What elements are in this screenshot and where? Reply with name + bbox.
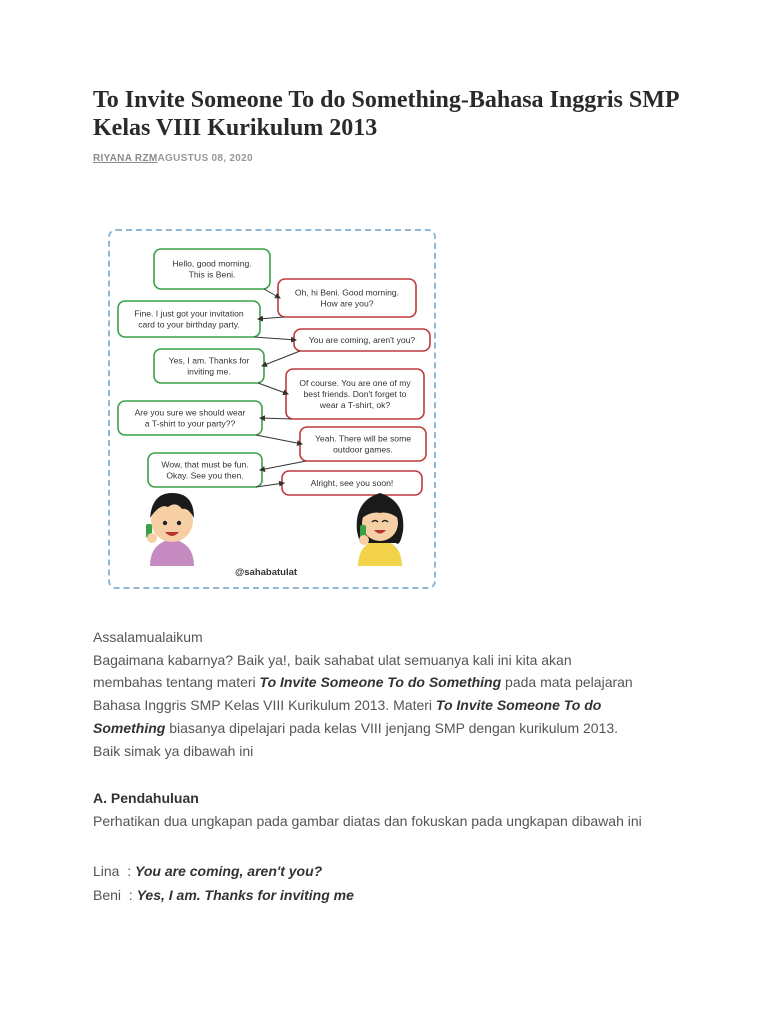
- intro-line-5: Baik simak ya dibawah ini: [93, 742, 254, 759]
- bubble-text: best friends. Don't forget to: [303, 389, 407, 399]
- flow-arrow: [258, 383, 288, 394]
- flow-arrow: [260, 461, 306, 470]
- flow-arrow: [262, 351, 300, 366]
- speech-bubble: [118, 401, 262, 435]
- bubble-text: This is Beni.: [188, 269, 236, 280]
- dialog-illustration: [108, 229, 436, 589]
- dialog-excerpt: [93, 859, 354, 907]
- bubble-text: Yeah. There will be some: [314, 433, 412, 444]
- post-meta: [93, 153, 253, 164]
- dialog-illustration-svg: [110, 231, 434, 587]
- bubble-text: Oh, hi Beni. Good morning.: [294, 287, 400, 298]
- author-link[interactable]: RIYANA RZM: [93, 153, 158, 164]
- bubble-text: Wow, that must be fun.: [161, 459, 249, 470]
- section-text: Perhatikan dua ungkapan pada gambar diatas dan fokuskan pada ungkapan dibawah ini: [93, 813, 642, 829]
- bubble-text: How are you?: [320, 298, 374, 309]
- flow-arrow: [256, 435, 302, 444]
- bubble-text: Are you sure we should wear: [134, 407, 246, 418]
- flow-arrow: [254, 337, 296, 340]
- bubble-text: outdoor games.: [333, 444, 393, 455]
- bubble-text: Yes, I am. Thanks for: [168, 355, 250, 366]
- dialog-line: Lina : You are coming, aren't you?: [93, 863, 323, 879]
- bubble-text: Hello, good morning.: [172, 258, 252, 269]
- bubble-text: inviting me.: [187, 366, 231, 377]
- intro-line-1: Bagaimana kabarnya? Baik ya!, baik sahabat ulat semuanya kali ini kita akan: [93, 651, 572, 668]
- bubble-text: Okay. See you then.: [166, 470, 244, 481]
- bubble-text: You are coming, aren't you?: [308, 335, 416, 345]
- bubble-text: Fine. I just got your invitation: [134, 308, 244, 319]
- greeting: Assalamualaikum: [93, 629, 203, 645]
- image-credit: @sahabatulat: [235, 567, 298, 578]
- speech-bubble: [154, 249, 270, 289]
- girl-character-icon: [357, 493, 404, 566]
- intro-text: [93, 626, 693, 762]
- article-title: To Invite Someone To do Something-Bahasa Inggris SMP Kelas VIII Kurikulum 2013: [93, 87, 679, 141]
- speech-bubble: [282, 471, 422, 495]
- intro-line-2: membahas tentang materi To Invite Someone To do Something pada mata pelajaran: [93, 674, 633, 691]
- bubble-text: Alright, see you soon!: [310, 478, 394, 488]
- speech-bubble: [300, 427, 426, 461]
- intro-line-4: Something biasanya dipelajari pada kelas VIII jenjang SMP dengan kurikulum 2013.: [93, 719, 619, 736]
- bubble-text: a T-shirt to your party??: [144, 418, 236, 429]
- flow-arrow: [258, 317, 284, 319]
- speech-bubble: [278, 279, 416, 317]
- speech-bubble: [148, 453, 262, 487]
- speech-bubble: [154, 349, 264, 383]
- post-date: AGUSTUS 08, 2020: [157, 153, 253, 164]
- dialog-line: Beni : Yes, I am. Thanks for inviting me: [93, 887, 354, 903]
- flow-arrow: [260, 418, 292, 419]
- speech-bubble: [118, 301, 260, 337]
- intro-line-3: Bahasa Inggris SMP Kelas VIII Kurikulum 2013. Materi To Invite Someone To do: [93, 697, 602, 714]
- boy-character-icon: [146, 493, 194, 566]
- section-heading: A. Pendahuluan: [93, 790, 199, 806]
- speech-bubble: [294, 329, 430, 351]
- bubble-text: wear a T-shirt, ok?: [319, 400, 391, 410]
- bubble-text: card to your birthday party.: [138, 319, 240, 330]
- speech-bubble: [286, 369, 424, 419]
- bubble-text: Of course. You are one of my: [299, 378, 411, 388]
